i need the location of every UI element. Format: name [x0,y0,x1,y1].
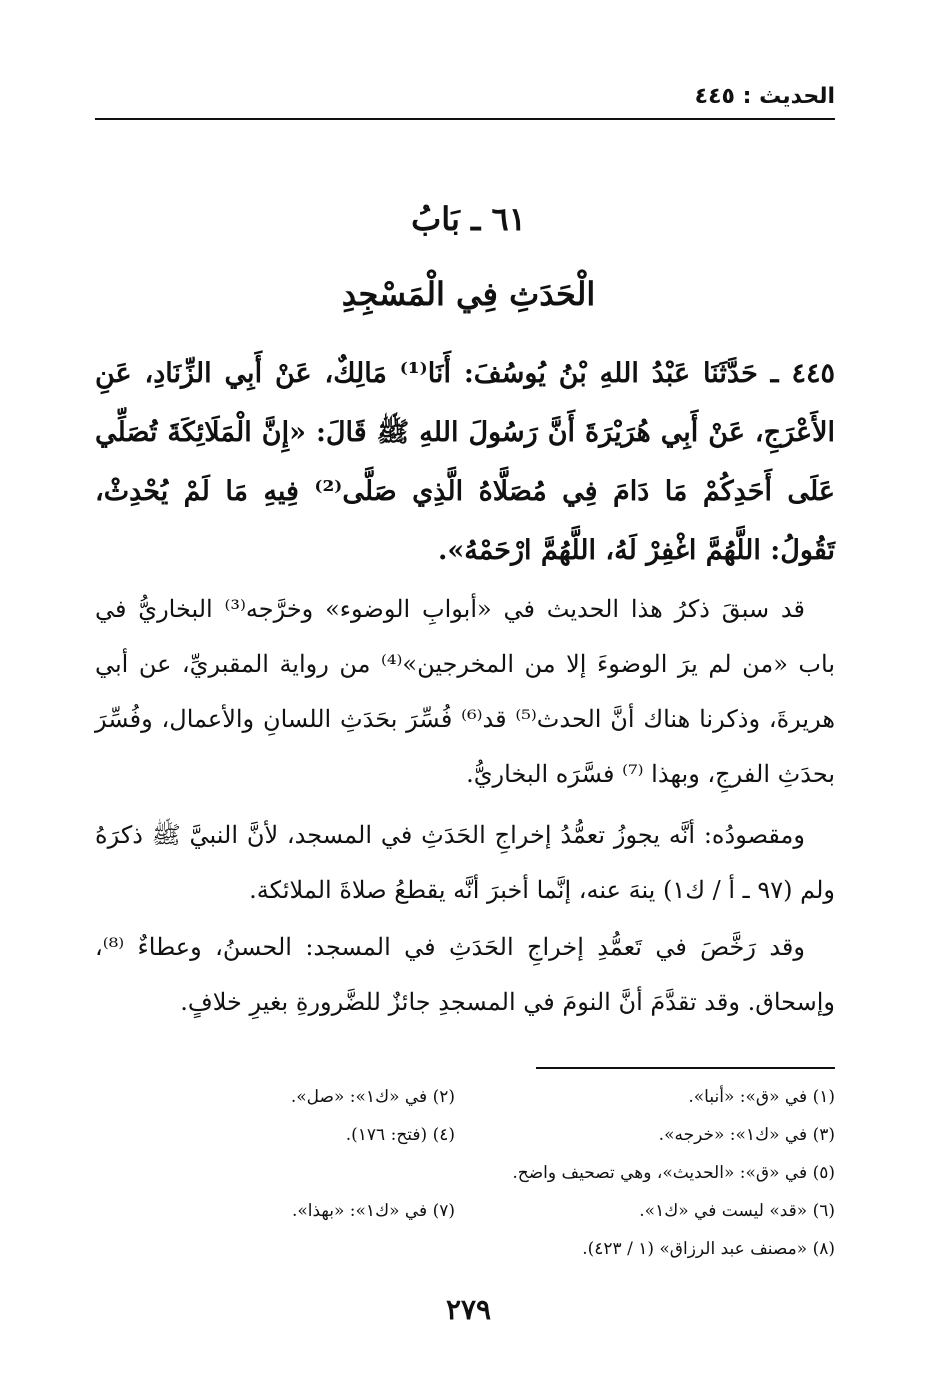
footnotes [95,1078,835,1268]
commentary-paragraph-1: قد سبقَ ذكرُ هذا الحديث في «أبوابِ الوضوء» وخرَّجه⁽³⁾ البخاريُّ في باب «من لم يرَ الوضوءَ إلا من المخرجين»⁽⁴⁾ من رواية المقبريِّ، عن أبي هريرةَ، وذكرنا هناك أنَّ الحدث⁽⁵⁾ قد⁽⁶⁾ فُسِّرَ بحَدَثِ اللسانِ والأعمال، وفُسِّرَ بحدَثِ الفرجِ، وبهذا ⁽⁷⁾ فسَّرَه البخاريُّ. [95,595,835,788]
footnote-7: (٧) في «ك١»: «بهذا». [291,1201,455,1221]
footnote-6: (٦) «قد» ليست في «ك١». [639,1201,835,1221]
header-rule [95,118,835,120]
chapter-number: ٦١ ـ بَابُ [411,200,526,238]
footnote-3: (٣) في «ك١»: «خرجه». [658,1125,835,1145]
footnote-4: (٤) (فتح: ١٧٦). [345,1125,455,1145]
footnote-row [95,1192,835,1230]
footnote-5: (٥) في «ق»: «الحديث»، وهي تصحيف واضح. [512,1163,835,1183]
commentary-paragraph-2: ومقصودُه: أنَّه يجوزُ تعمُّدُ إخراجِ الحَدَثِ في المسجد، لأنَّ النبيَّ ﷺ ذكرَهُ ولم (٩٧ ـ أ / ك١) ينهَ عنه، إنَّما أخبرَ أنَّه يقطعُ صلاةَ الملائكة. [95,821,835,904]
footnote-row [95,1078,835,1116]
commentary-paragraph-3: وقد رَخَّصَ في تَعمُّدِ إخراجِ الحَدَثِ في المسجد: الحسنُ، وعطاءٌ ⁽⁸⁾، وإسحاق. وقد تقدَّمَ أنَّ النومَ في المسجدِ جائزٌ للضَّرورةِ بغيرِ خلافٍ. [95,933,835,1016]
hadith-text: ٤٤٥ ـ حَدَّثَنَا عَبْدُ اللهِ بْنُ يُوسُفَ: أَنَا⁽¹⁾ مَالِكٌ، عَنْ أَبِي الزِّنَادِ، عَنِ الأَعْرَجِ، عَنْ أَبِي هُرَيْرَةَ أَنَّ رَسُولَ اللهِ ﷺ قَالَ: «إِنَّ الْمَلَائِكَةَ تُصَلِّي عَلَى أَحَدِكُمْ مَا دَامَ فِي مُصَلَّاهُ الَّذِي صَلَّى⁽²⁾ فِيهِ مَا لَمْ يُحْدِثْ، تَقُولُ: اللَّهُمَّ اغْفِرْ لَهُ، اللَّهُمَّ ارْحَمْهُ». [95,358,835,566]
footnote-rule [536,1067,835,1069]
footnote-row [95,1116,835,1154]
footnote-2: (٢) في «ك١»: «صل». [290,1087,455,1107]
running-header: الحديث : ٤٤٥ [694,84,835,109]
footnote-row [95,1154,835,1192]
footnote-row [95,1230,835,1268]
chapter-title: الْحَدَثِ فِي الْمَسْجِدِ [341,275,596,313]
footnote-1: (١) في «ق»: «أنبا». [688,1087,835,1107]
footnote-8: (٨) «مصنف عبد الرزاق» (١ / ٤٢٣). [582,1239,835,1259]
page-number: ٢٧٩ [445,1293,492,1326]
